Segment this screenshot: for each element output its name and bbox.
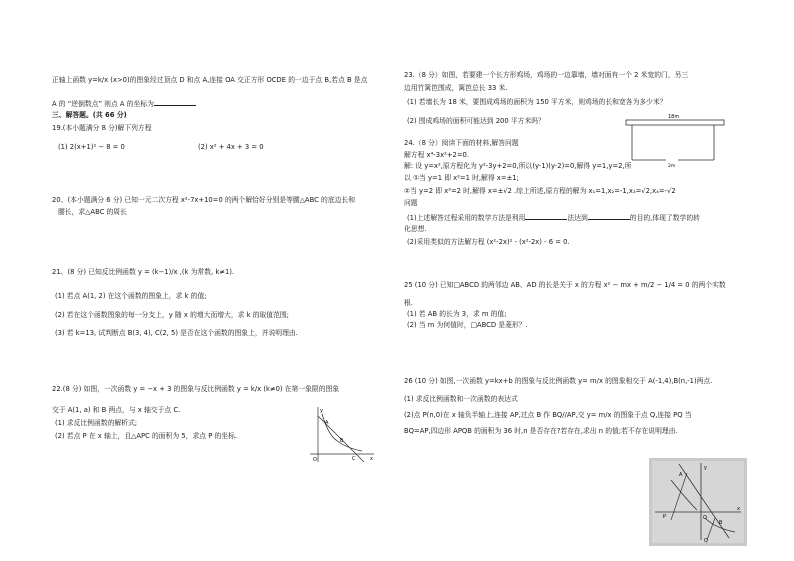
fig26-q: Q [704, 538, 708, 544]
q21-line-1: 21、(8 分) 已知反比例函数 y = (k−1)/x ,(k 为常数, k≠1). [52, 268, 235, 276]
q24-line-3: 以 ①当 y=1 即 x²=1 时,解得 x=±1; [404, 174, 519, 182]
q24-blank-2 [588, 213, 630, 220]
q22-line-1: 22.(8 分) 如图，一次函数 y = −x + 3 的图象与反比例函数 y = k/x (k≠0) 在第一象限的图象 [52, 385, 340, 393]
q21-part1: (1) 若点 A(1, 2) 在这个函数的图象上，求 k 的值; [55, 292, 207, 300]
q19-title: 19.(本小题满分 8 分)解下列方程 [52, 124, 152, 132]
q19-part2: (2) x² + 4x + 3 = 0 [198, 143, 264, 151]
q22-line-2: 交于 A(1, a) 和 B 两点，与 x 轴交于点 C. [52, 406, 181, 414]
fig22-y-label: y [320, 408, 323, 414]
q26-part2: (2)点 P(n,0)在 x 轴负半轴上,连接 AP,过点 B 作 BQ//AP,交 y= m/x 的图象于点 Q,连接 PQ 当 [404, 411, 692, 419]
q24-line-2: 解: 设 y=x²,原方程化为 y²-3y+2=0,所以(y-1)(y-2)=0,解得 y=1,y=2,所 [404, 162, 632, 170]
fig26-origin: O [703, 515, 707, 521]
section-heading: 三、解答题。(共 66 分) [52, 111, 127, 119]
fig26-a: A [679, 472, 683, 478]
q25-line-2: 根. [404, 299, 413, 307]
intro-text: A 的 “逆倒数点” 则点 A 的坐标为 [52, 100, 154, 108]
fig26-p: P [663, 514, 667, 520]
q22-figure [306, 404, 378, 466]
door-width-label: 2m [668, 164, 676, 169]
q23-part1: (1) 若墙长为 18 米，要围成鸡场的面积为 150 平方米，则鸡场的长和宽各为多少米？ [407, 98, 667, 106]
q23-line-2: 边用竹篱笆围成，篱笆总长 33 米. [404, 84, 508, 92]
fig26-y-label: y [704, 465, 707, 471]
q24-line-4: ②当 y=2 即 x²=2 时,解得 x=±√2 .综上所述,原方程的解为 x₁=1,x₂=-1,x₃=√2,x₄=-√2 [404, 187, 676, 195]
q21-part3: (3) 若 k=13, 试判断点 B(3, 4), C(2, 5) 是否在这个函数的图象上，并说明理由. [55, 329, 298, 337]
q24-line-5: 问题 [404, 199, 418, 207]
q24-part1-a: (1)上述解答过程采用的数学方法是利用 [407, 214, 526, 222]
fig26-b: B [719, 520, 723, 526]
answer-blank [154, 99, 196, 106]
q26-line-1: 26 (10 分) 如图,一次函数 y=kx+b 的图象与反比例函数 y= m/x 的图象相交于 A(-1,4),B(n,-1)两点. [404, 377, 713, 385]
q22-part2: (2) 若点 P 在 x 轴上，且△APC 的面积为 5，求点 P 的坐标. [55, 432, 238, 440]
wall-length-label: 18m [668, 114, 680, 120]
q25-line-1: 25 (10 分) 已知□ABCD 的两邻边 AB、AD 的长是关于 x 的方程 x² − mx + m/2 − 1/4 = 0 的两个实数 [404, 281, 726, 289]
q20-line-1: 20、(本小题满分 6 分) 已知一元二次方程 x²-7x+10=0 的两个解恰好分别是等腰△ABC 的底边长和 [52, 196, 356, 204]
q24-blank-1 [525, 213, 567, 220]
q25-part2: (2) 当 m 为何值时，□ABCD 是菱形？. [407, 321, 528, 329]
q24-part1-b: 法达到 [567, 214, 588, 222]
q26-part1: (1) 求反比例函数和一次函数的表达式 [404, 395, 518, 403]
q24-line-1: 解方程 x⁴-3x²+2=0. [404, 151, 470, 159]
fig22-origin: O [313, 457, 317, 463]
intro-line-1: 正轴上函数 y=k/x (x>0)的图象经过顶点 D 和点 A,连接 OA 交正方形 OCDE 的一边于点 B,若点 B 是点 [52, 76, 368, 84]
q20-line-2: 腰长，求△ABC 的周长 [58, 208, 127, 216]
q25-part1: (1) 若 AB 的长为 3，求 m 的值; [407, 310, 507, 318]
q24-part1-d: 化思想. [404, 225, 427, 233]
q21-part2: (2) 若在这个函数图象的每一分支上，y 随 x 的增大而增大，求 k 的取值范围; [55, 311, 289, 319]
fig22-c: C [352, 456, 356, 462]
fig22-x-label: x [370, 456, 373, 462]
q24-part1-c: 的目的,体现了数学的转 [629, 214, 700, 222]
q24-part2: (2)采用类似的方法解方程 (x²-2x)² - (x²-2x) - 6 = 0. [407, 238, 570, 246]
q26-part3: BQ=AP,四边形 APQB 的面积为 36 时,n 是否存在?若存在,求出 n 的值;若不存在说明理由. [404, 427, 678, 435]
fig26-x-label: x [737, 506, 740, 512]
q19-part1: (1) 2(x+1)² − 8 = 0 [58, 143, 125, 151]
q26-figure [649, 458, 747, 546]
q23-figure [622, 112, 732, 170]
q24-part1 [407, 213, 700, 222]
fig22-a: A [325, 420, 329, 426]
q23-line-1: 23.（8 分）如图，若要建一个长方形鸡场，鸡场的一边靠墙，墙对面有一个 2 米宽的门，另三 [404, 71, 689, 79]
q24-title: 24.（8 分）阅读下面的材料,解答问题 [404, 139, 519, 147]
q23-part2: (2) 围成鸡场的面积可能达到 200 平方米吗？ [407, 117, 545, 125]
intro-line-2 [52, 99, 196, 108]
fig22-b: B [340, 438, 344, 444]
q22-part1: (1) 求反比例函数的解析式; [55, 419, 138, 427]
